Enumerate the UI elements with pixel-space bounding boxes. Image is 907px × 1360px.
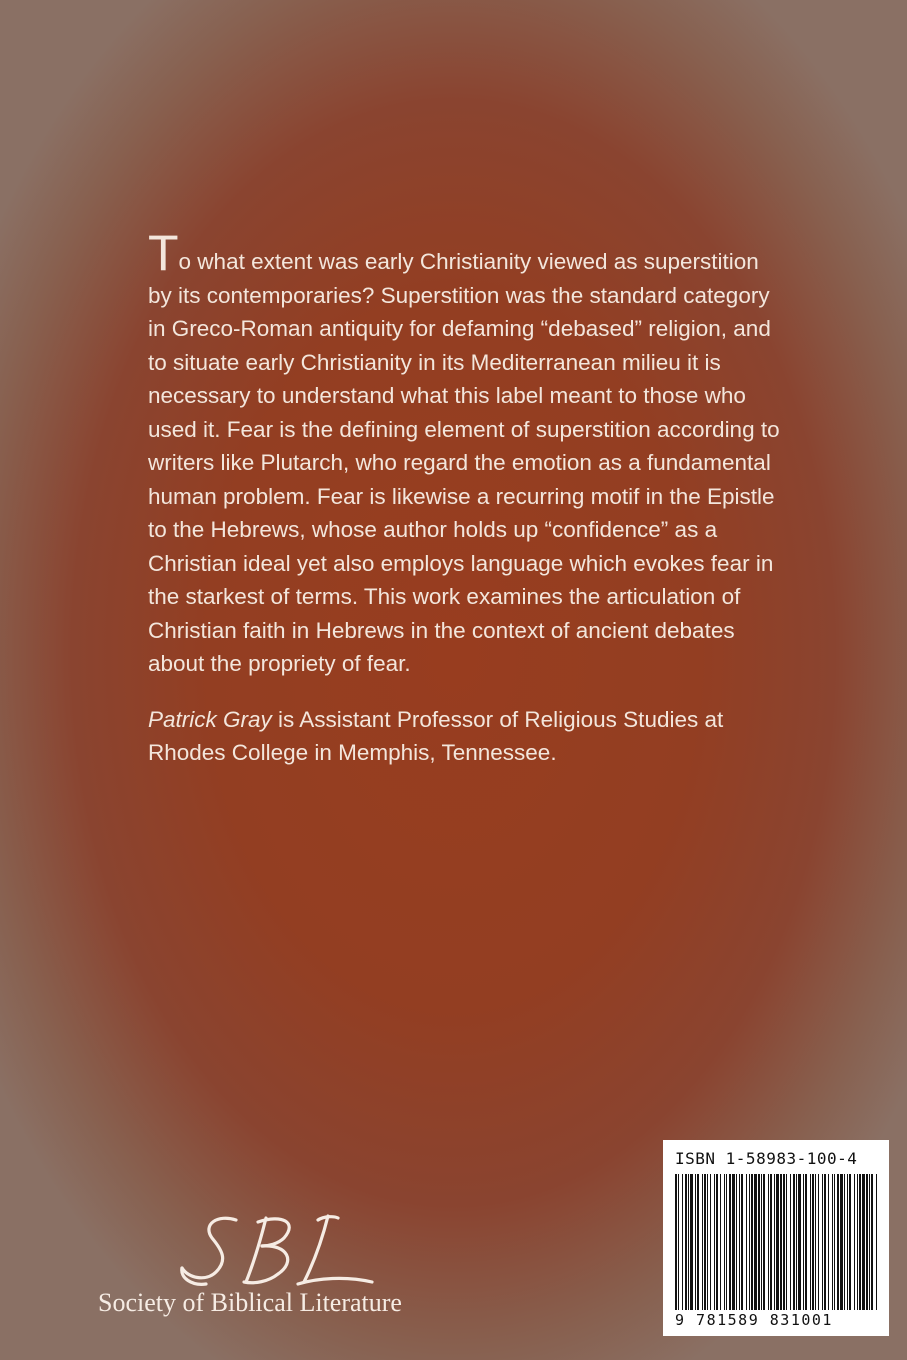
barcode-bar [768,1174,769,1310]
barcode-bar [695,1174,696,1310]
barcode-bar [844,1174,845,1310]
isbn-digits: 9 781589 831001 [675,1311,833,1329]
barcode-bar [824,1174,826,1310]
barcode-bar [796,1174,797,1310]
barcode-bar [751,1174,753,1310]
drop-cap: T [148,225,179,281]
barcode-bar [847,1174,848,1310]
barcode-bar [805,1174,807,1310]
barcode-bar [704,1174,706,1310]
barcode-bar [859,1174,861,1310]
barcode-bar [774,1174,775,1310]
barcode-bar [761,1174,762,1310]
barcode-bar [770,1174,772,1310]
barcode-bar [837,1174,839,1310]
barcode-bar [840,1174,843,1310]
barcode-bar [746,1174,747,1310]
barcode-bar [798,1174,801,1310]
barcode-bar [854,1174,855,1310]
barcode-bar [803,1174,804,1310]
barcode-bar [707,1174,708,1310]
barcode-bar [754,1174,757,1310]
barcode-bar [822,1174,823,1310]
barcode-bar [749,1174,750,1310]
barcode-bar [724,1174,725,1310]
barcode-bar [675,1174,677,1310]
barcode-bar [869,1174,870,1310]
author-bio [148,703,788,770]
barcode-bar [685,1174,687,1310]
barcode-bar [834,1174,835,1310]
blurb-text [148,225,788,770]
blurb-paragraph [148,225,788,681]
barcode-bar [739,1174,740,1310]
isbn-barcode [663,1140,889,1336]
barcode-bar [736,1174,737,1310]
barcode-bar [678,1174,679,1310]
barcode-bar [732,1174,735,1310]
author-name: Patrick Gray [148,706,272,732]
barcode-bars [675,1174,877,1310]
barcode-bar [793,1174,795,1310]
barcode-bar [862,1174,865,1310]
barcode-bar [876,1174,877,1310]
barcode-bar [812,1174,814,1310]
barcode-bar [726,1174,727,1310]
barcode-bar [866,1174,868,1310]
barcode-bar [710,1174,711,1310]
author-bio-text: is Assistant Professor of Religious Studies at Rhodes College in Memphis, Tennessee. [148,706,724,765]
barcode-bar [828,1174,829,1310]
blurb-paragraph-text: o what extent was early Christianity viewed as superstition by its contemporaries? Superstition was the standard category in Greco-Roman antiquity for defaming “debased” religion, and to situate early Christianity in its Mediterranean milieu it is necessary to understand what this label meant to those who used it. Fear is the defining element of superstition according to writers like Plutarch, who regard the emotion as a fundamental human problem. Fear is likewise a recurring motif in the Epistle to the Hebrews, whose author holds up “confidence” as a Christian ideal yet also employs language which evokes fear in the starkest of terms. This work examines the articulation of Christian faith in Hebrews in the context of ancient debates about the propriety of fear. [148,249,780,676]
barcode-bar [688,1174,689,1310]
barcode-bar [702,1174,703,1310]
barcode-bar [714,1174,715,1310]
barcode-bar [741,1174,743,1310]
barcode-bar [786,1174,787,1310]
barcode-bar [690,1174,693,1310]
barcode-bar [810,1174,811,1310]
isbn-label: ISBN 1-58983-100-4 [675,1149,858,1168]
barcode-bar [780,1174,782,1310]
barcode-bar [849,1174,851,1310]
barcode-bar [716,1174,718,1310]
barcode-bar [720,1174,721,1310]
barcode-bar [697,1174,699,1310]
barcode-bar [763,1174,765,1310]
barcode-bar [783,1174,785,1310]
publisher-name: Society of Biblical Literature [98,1288,402,1317]
barcode-bar [818,1174,819,1310]
barcode-bar [871,1174,873,1310]
barcode-bar [857,1174,858,1310]
barcode-bar [776,1174,779,1310]
barcode-bar [832,1174,833,1310]
barcode-bar [682,1174,683,1310]
barcode-bar [758,1174,760,1310]
barcode-bar [815,1174,816,1310]
barcode-bar [790,1174,791,1310]
sbl-monogram-logo [178,1212,378,1292]
barcode-bar [729,1174,731,1310]
